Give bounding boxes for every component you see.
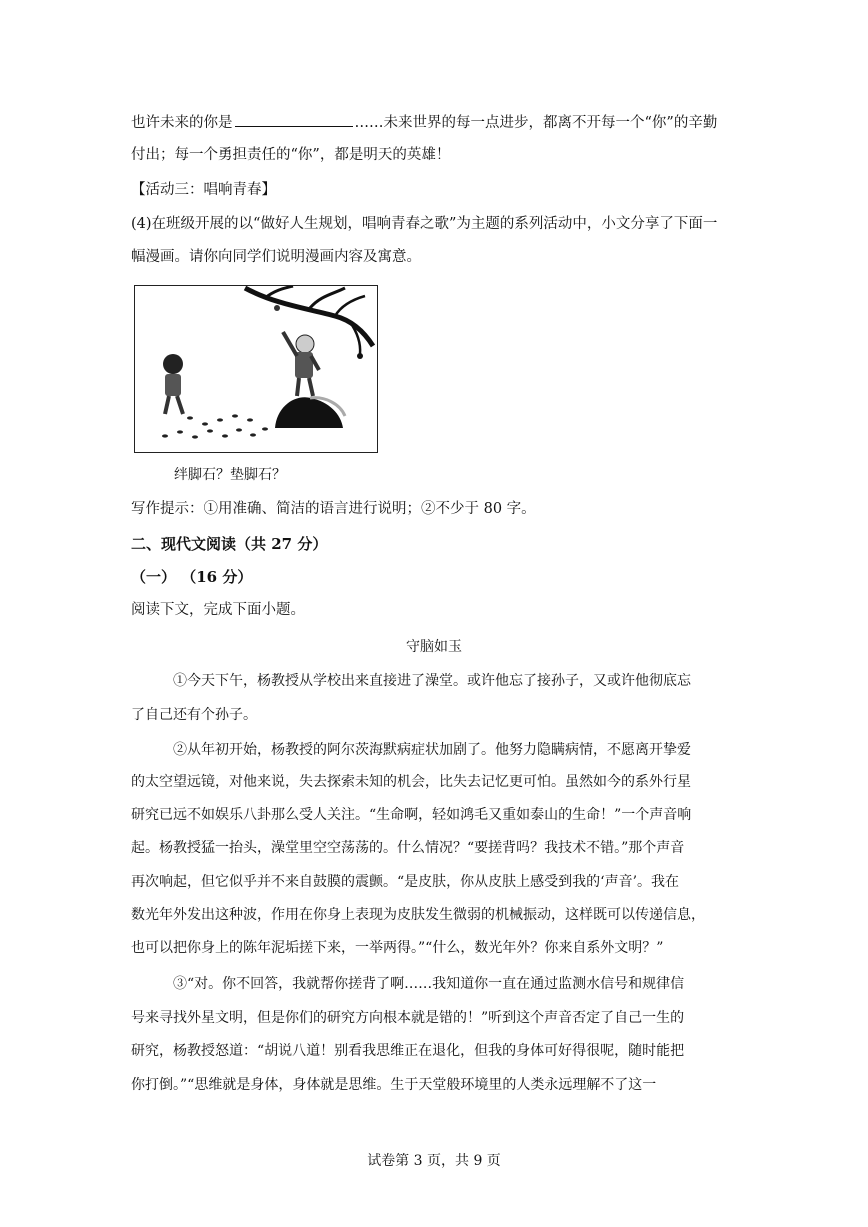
text-line-1 <box>131 112 717 133</box>
article-p2-line: 的太空望远镜，对他来说，失去探索未知的机会，比失去记忆更可怕。虽然如今的系外行星 <box>131 774 691 790</box>
article-p2-line: 起。杨教授猛一抬头，澡堂里空空荡荡的。什么情况？“要搓背吗？我技术不错。”那个声音 <box>131 840 685 856</box>
activity-heading: 【活动三：唱响青春】 <box>131 182 276 198</box>
article-p3-line: 号来寻找外星文明，但是你们的研究方向根本就是错的！”听到这个声音否定了自己一生的 <box>131 1010 685 1026</box>
article-p3-line: 你打倒。”“思维就是身体，身体就是思维。生于天堂般环境里的人类永远理解不了这一 <box>131 1077 657 1093</box>
cartoon-image <box>134 285 378 453</box>
cartoon-caption: 绊脚石？垫脚石？ <box>174 467 286 483</box>
article-p2-line: ②从年初开始，杨教授的阿尔茨海默病症状加剧了。他努力隐瞒病情，不愿离开挚爱 <box>173 742 691 758</box>
subsection-heading: （一） （16 分） <box>131 568 253 586</box>
article-p3-line: 研究，杨教授怒道：“胡说八道！别看我思维正在退化，但我的身体可好得很呢，随时能把 <box>131 1043 685 1059</box>
article-p2-line: 也可以把你身上的陈年泥垢搓下来，一举两得。”“什么，数光年外？你来自系外文明？” <box>131 940 664 956</box>
article-p3-line: ③“对。你不回答，我就帮你搓背了啊……我知道你一直在通过监测水信号和规律信 <box>173 976 685 992</box>
answer-blank[interactable] <box>235 112 353 127</box>
writing-tips: 写作提示：①用准确、简洁的语言进行说明；②不少于 80 字。 <box>131 501 536 517</box>
article-p1-line: 了自己还有个孙子。 <box>131 707 257 723</box>
article-title: 守脑如玉 <box>406 639 462 655</box>
article-p2-line: 数光年外发出这种波，作用在你身上表现为皮肤发生微弱的机械振动，这样既可以传递信息， <box>131 907 705 923</box>
blank-suffix: ……未来世界的每一点进步，都离不开每一个“你”的辛勤 <box>354 115 718 131</box>
question-4-line-2: 幅漫画。请你向同学们说明漫画内容及寓意。 <box>131 249 421 265</box>
text-line-2: 付出；每一个勇担责任的“你”，都是明天的英雄！ <box>131 147 451 163</box>
page-footer: 试卷第 3 页，共 9 页 <box>367 1153 501 1169</box>
reading-instruction: 阅读下文，完成下面小题。 <box>131 602 305 618</box>
section-heading: 二、现代文阅读（共 27 分） <box>131 535 328 553</box>
blank-prefix: 也许未来的你是 <box>131 115 233 131</box>
cartoon-illustration <box>135 286 376 451</box>
article-p1-line: ①今天下午，杨教授从学校出来直接进了澡堂。或许他忘了接孙子，又或许他彻底忘 <box>173 673 691 689</box>
article-p2-line: 研究已远不如娱乐八卦那么受人关注。“生命啊，轻如鸿毛又重如泰山的生命！”一个声音响 <box>131 807 692 823</box>
article-p2-line: 再次响起，但它似乎并不来自鼓膜的震颤。“是皮肤，你从皮肤上感受到我的‘声音’。我在 <box>131 874 680 890</box>
question-4-line-1: (4)在班级开展的以“做好人生规划，唱响青春之歌”为主题的系列活动中，小文分享了下面一 <box>131 216 718 232</box>
